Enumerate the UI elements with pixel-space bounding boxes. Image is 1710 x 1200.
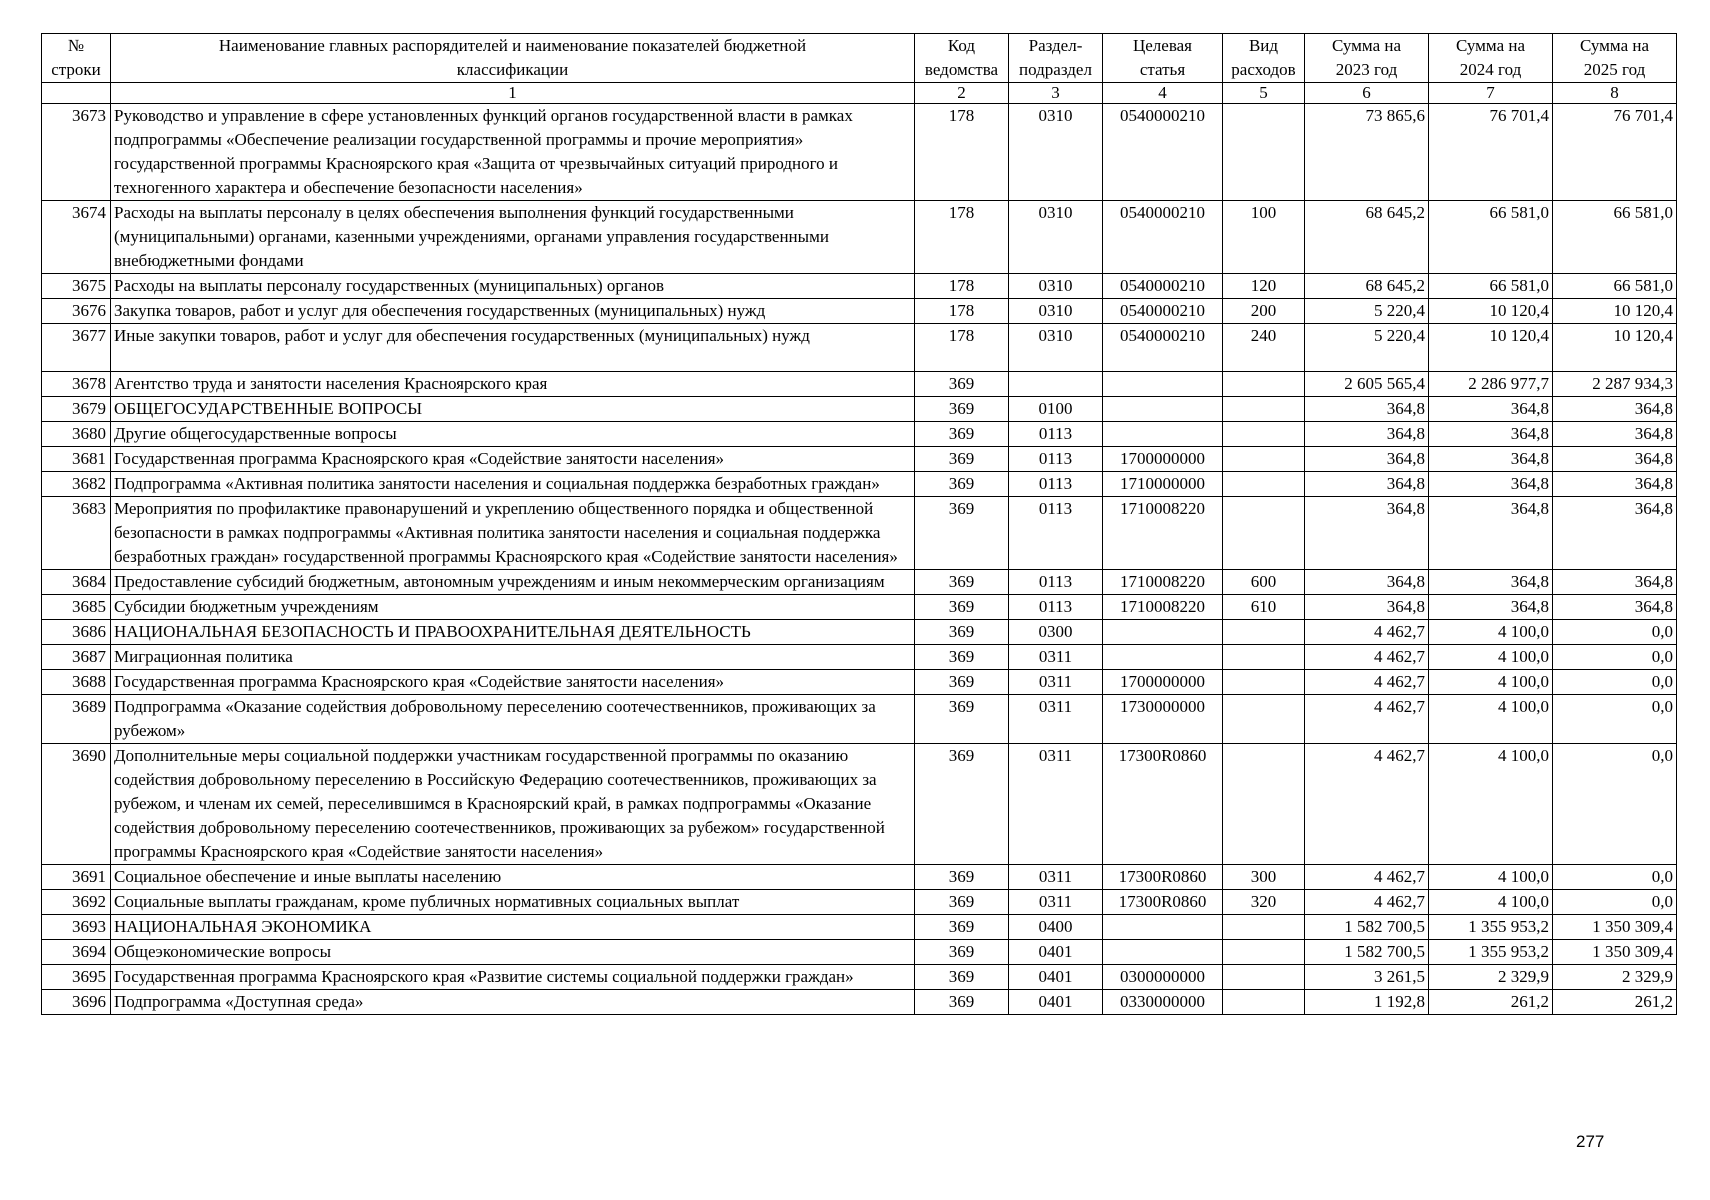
table-row: [42, 472, 1677, 497]
table-row: [42, 965, 1677, 990]
expense-type-cell: 600: [1223, 570, 1305, 595]
column-number: 4: [1103, 83, 1223, 104]
header-target-article: Целевая статья: [1103, 34, 1223, 83]
sum-2025-cell: 10 120,4: [1553, 324, 1677, 372]
razdel-cell: 0311: [1009, 890, 1103, 915]
table-row: [42, 324, 1677, 372]
sum-2025-cell: 0,0: [1553, 645, 1677, 670]
expense-type-cell: [1223, 372, 1305, 397]
row-name-cell: Закупка товаров, работ и услуг для обеспечения государственных (муниципальных) нужд: [111, 299, 915, 324]
table-row: [42, 274, 1677, 299]
target-article-cell: 1710000000: [1103, 472, 1223, 497]
table-header: [42, 34, 1677, 104]
sum-2023-cell: 1 582 700,5: [1305, 940, 1429, 965]
table-row: [42, 744, 1677, 865]
target-article-cell: 17300R0860: [1103, 744, 1223, 865]
header-row-number: № строки: [42, 34, 111, 83]
target-article-cell: 1710008220: [1103, 595, 1223, 620]
ved-code-cell: 369: [915, 397, 1009, 422]
column-number: 3: [1009, 83, 1103, 104]
sum-2024-cell: 10 120,4: [1429, 299, 1553, 324]
target-article-cell: [1103, 422, 1223, 447]
expense-type-cell: [1223, 620, 1305, 645]
table-row: [42, 595, 1677, 620]
sum-2024-cell: 2 329,9: [1429, 965, 1553, 990]
ved-code-cell: 369: [915, 372, 1009, 397]
razdel-cell: 0401: [1009, 965, 1103, 990]
sum-2024-cell: 4 100,0: [1429, 890, 1553, 915]
expense-type-cell: [1223, 472, 1305, 497]
row-name-cell: Государственная программа Красноярского края «Развитие системы социальной поддержки граждан»: [111, 965, 915, 990]
row-number-cell: 3688: [42, 670, 111, 695]
ved-code-cell: 369: [915, 865, 1009, 890]
target-article-cell: 0540000210: [1103, 274, 1223, 299]
table-row: [42, 915, 1677, 940]
table-row: [42, 620, 1677, 645]
header-sum-2023: Сумма на 2023 год: [1305, 34, 1429, 83]
table-body: [42, 104, 1677, 1015]
razdel-cell: [1009, 372, 1103, 397]
sum-2024-cell: 364,8: [1429, 595, 1553, 620]
sum-2025-cell: 2 329,9: [1553, 965, 1677, 990]
razdel-cell: 0300: [1009, 620, 1103, 645]
row-number-cell: 3692: [42, 890, 111, 915]
sum-2023-cell: 364,8: [1305, 570, 1429, 595]
expense-type-cell: 610: [1223, 595, 1305, 620]
razdel-cell: 0100: [1009, 397, 1103, 422]
sum-2023-cell: 364,8: [1305, 447, 1429, 472]
row-name-cell: Дополнительные меры социальной поддержки участникам государственной программы по оказанию содействия добровольному переселению в Российскую Федерацию соотечественников, проживающих за рубежом, и членам их семей, переселившимся в Красноярский край, в рамках подпрограммы «Оказание содействия добровольному переселению соотечественников, проживающих за рубежом» государственной программы Красноярского края «Содействие занятости населения»: [111, 744, 915, 865]
sum-2023-cell: 73 865,6: [1305, 104, 1429, 201]
header-name: Наименование главных распорядителей и наименование показателей бюджетной классификации: [111, 34, 915, 83]
table-row: [42, 397, 1677, 422]
ved-code-cell: 178: [915, 274, 1009, 299]
ved-code-cell: 369: [915, 472, 1009, 497]
row-number-cell: 3680: [42, 422, 111, 447]
row-name-cell: Руководство и управление в сфере установленных функций органов государственной власти в рамках подпрограммы «Обеспечение реализации государственной программы и прочие мероприятия» государственной программы Красноярского края «Защита от чрезвычайных ситуаций природного и техногенного характера и обеспечение безопасности населения»: [111, 104, 915, 201]
row-number-cell: 3691: [42, 865, 111, 890]
row-number-cell: 3686: [42, 620, 111, 645]
sum-2023-cell: 364,8: [1305, 397, 1429, 422]
ved-code-cell: 369: [915, 570, 1009, 595]
sum-2025-cell: 0,0: [1553, 890, 1677, 915]
sum-2023-cell: 4 462,7: [1305, 620, 1429, 645]
sum-2025-cell: 76 701,4: [1553, 104, 1677, 201]
target-article-cell: 1730000000: [1103, 695, 1223, 744]
sum-2023-cell: 5 220,4: [1305, 324, 1429, 372]
row-number-cell: 3690: [42, 744, 111, 865]
razdel-cell: 0310: [1009, 201, 1103, 274]
row-number-cell: 3681: [42, 447, 111, 472]
sum-2024-cell: 66 581,0: [1429, 201, 1553, 274]
ved-code-cell: 369: [915, 744, 1009, 865]
row-number-cell: 3675: [42, 274, 111, 299]
expense-type-cell: 100: [1223, 201, 1305, 274]
razdel-cell: 0401: [1009, 940, 1103, 965]
table-row: [42, 695, 1677, 744]
target-article-cell: 0540000210: [1103, 299, 1223, 324]
sum-2024-cell: 364,8: [1429, 497, 1553, 570]
table-row: [42, 865, 1677, 890]
ved-code-cell: 369: [915, 915, 1009, 940]
header-row: [42, 34, 1677, 83]
ved-code-cell: 178: [915, 299, 1009, 324]
target-article-cell: [1103, 620, 1223, 645]
expense-type-cell: [1223, 645, 1305, 670]
column-number: 7: [1429, 83, 1553, 104]
table-row: [42, 201, 1677, 274]
target-article-cell: [1103, 940, 1223, 965]
row-number-cell: 3685: [42, 595, 111, 620]
sum-2024-cell: 1 355 953,2: [1429, 915, 1553, 940]
budget-table-sheet: [41, 33, 1677, 1015]
target-article-cell: 1710008220: [1103, 570, 1223, 595]
razdel-cell: 0311: [1009, 670, 1103, 695]
sum-2024-cell: 4 100,0: [1429, 645, 1553, 670]
sum-2023-cell: 4 462,7: [1305, 744, 1429, 865]
sum-2024-cell: 261,2: [1429, 990, 1553, 1015]
sum-2024-cell: 1 355 953,2: [1429, 940, 1553, 965]
header-razdel: Раздел- подраздел: [1009, 34, 1103, 83]
ved-code-cell: 178: [915, 324, 1009, 372]
sum-2025-cell: 364,8: [1553, 497, 1677, 570]
table-row: [42, 372, 1677, 397]
sum-2023-cell: 5 220,4: [1305, 299, 1429, 324]
sum-2023-cell: 4 462,7: [1305, 865, 1429, 890]
target-article-cell: 0300000000: [1103, 965, 1223, 990]
expense-type-cell: [1223, 915, 1305, 940]
sum-2024-cell: 66 581,0: [1429, 274, 1553, 299]
header-sum-2024: Сумма на 2024 год: [1429, 34, 1553, 83]
sum-2023-cell: 4 462,7: [1305, 890, 1429, 915]
target-article-cell: 1710008220: [1103, 497, 1223, 570]
row-number-cell: 3693: [42, 915, 111, 940]
row-number-cell: 3682: [42, 472, 111, 497]
row-name-cell: Другие общегосударственные вопросы: [111, 422, 915, 447]
sum-2025-cell: 10 120,4: [1553, 299, 1677, 324]
row-name-cell: Подпрограмма «Активная политика занятости населения и социальная поддержка безработных граждан»: [111, 472, 915, 497]
sum-2025-cell: 0,0: [1553, 865, 1677, 890]
sum-2024-cell: 2 286 977,7: [1429, 372, 1553, 397]
target-article-cell: 1700000000: [1103, 447, 1223, 472]
ved-code-cell: 369: [915, 695, 1009, 744]
ved-code-cell: 369: [915, 497, 1009, 570]
ved-code-cell: 178: [915, 201, 1009, 274]
razdel-cell: 0113: [1009, 595, 1103, 620]
ved-code-cell: 369: [915, 990, 1009, 1015]
column-number: 5: [1223, 83, 1305, 104]
ved-code-cell: 369: [915, 595, 1009, 620]
razdel-cell: 0310: [1009, 299, 1103, 324]
row-name-cell: Агентство труда и занятости населения Красноярского края: [111, 372, 915, 397]
expense-type-cell: [1223, 422, 1305, 447]
razdel-cell: 0113: [1009, 472, 1103, 497]
expense-type-cell: [1223, 744, 1305, 865]
page-number: 277: [1576, 1132, 1605, 1151]
sum-2025-cell: 1 350 309,4: [1553, 940, 1677, 965]
target-article-cell: 0540000210: [1103, 104, 1223, 201]
sum-2024-cell: 4 100,0: [1429, 620, 1553, 645]
ved-code-cell: 369: [915, 890, 1009, 915]
row-name-cell: Государственная программа Красноярского края «Содействие занятости населения»: [111, 670, 915, 695]
expense-type-cell: [1223, 447, 1305, 472]
expense-type-cell: [1223, 965, 1305, 990]
row-number-cell: 3679: [42, 397, 111, 422]
row-name-cell: Миграционная политика: [111, 645, 915, 670]
target-article-cell: 17300R0860: [1103, 890, 1223, 915]
sum-2025-cell: 0,0: [1553, 744, 1677, 865]
razdel-cell: 0400: [1009, 915, 1103, 940]
ved-code-cell: 369: [915, 670, 1009, 695]
row-number-cell: 3678: [42, 372, 111, 397]
sum-2023-cell: 1 582 700,5: [1305, 915, 1429, 940]
razdel-cell: 0113: [1009, 570, 1103, 595]
table-row: [42, 422, 1677, 447]
razdel-cell: 0113: [1009, 447, 1103, 472]
row-name-cell: Мероприятия по профилактике правонарушений и укреплению общественного порядка и общественной безопасности в рамках подпрограммы «Активная политика занятости населения и социальная поддержка безработных граждан» государственной программы Красноярского края «Содействие занятости населения»: [111, 497, 915, 570]
row-number-cell: 3684: [42, 570, 111, 595]
target-article-cell: 17300R0860: [1103, 865, 1223, 890]
target-article-cell: 0540000210: [1103, 201, 1223, 274]
sum-2025-cell: 261,2: [1553, 990, 1677, 1015]
sum-2024-cell: 364,8: [1429, 422, 1553, 447]
expense-type-cell: 320: [1223, 890, 1305, 915]
table-row: [42, 890, 1677, 915]
sum-2025-cell: 66 581,0: [1553, 201, 1677, 274]
sum-2024-cell: 4 100,0: [1429, 670, 1553, 695]
sum-2025-cell: 1 350 309,4: [1553, 915, 1677, 940]
sum-2024-cell: 364,8: [1429, 397, 1553, 422]
sum-2025-cell: 0,0: [1553, 620, 1677, 645]
expense-type-cell: 240: [1223, 324, 1305, 372]
sum-2023-cell: 68 645,2: [1305, 201, 1429, 274]
razdel-cell: 0310: [1009, 104, 1103, 201]
sum-2024-cell: 4 100,0: [1429, 695, 1553, 744]
target-article-cell: [1103, 397, 1223, 422]
ved-code-cell: 369: [915, 940, 1009, 965]
sum-2023-cell: 364,8: [1305, 497, 1429, 570]
razdel-cell: 0311: [1009, 695, 1103, 744]
sum-2025-cell: 0,0: [1553, 695, 1677, 744]
sum-2024-cell: 4 100,0: [1429, 744, 1553, 865]
header-ved-code: Код ведомства: [915, 34, 1009, 83]
row-number-cell: 3689: [42, 695, 111, 744]
row-name-cell: НАЦИОНАЛЬНАЯ БЕЗОПАСНОСТЬ И ПРАВООХРАНИТЕЛЬНАЯ ДЕЯТЕЛЬНОСТЬ: [111, 620, 915, 645]
sum-2025-cell: 0,0: [1553, 670, 1677, 695]
row-name-cell: Социальные выплаты гражданам, кроме публичных нормативных социальных выплат: [111, 890, 915, 915]
sum-2024-cell: 10 120,4: [1429, 324, 1553, 372]
sum-2024-cell: 364,8: [1429, 472, 1553, 497]
ved-code-cell: 369: [915, 965, 1009, 990]
expense-type-cell: [1223, 397, 1305, 422]
row-name-cell: НАЦИОНАЛЬНАЯ ЭКОНОМИКА: [111, 915, 915, 940]
row-name-cell: Социальное обеспечение и иные выплаты населению: [111, 865, 915, 890]
row-number-cell: 3696: [42, 990, 111, 1015]
target-article-cell: [1103, 372, 1223, 397]
razdel-cell: 0113: [1009, 422, 1103, 447]
ved-code-cell: 178: [915, 104, 1009, 201]
header-expense-type: Вид расходов: [1223, 34, 1305, 83]
row-number-cell: 3695: [42, 965, 111, 990]
table-row: [42, 670, 1677, 695]
sum-2024-cell: 364,8: [1429, 570, 1553, 595]
row-number-cell: 3673: [42, 104, 111, 201]
column-number: [42, 83, 111, 104]
sum-2025-cell: 364,8: [1553, 570, 1677, 595]
sum-2025-cell: 2 287 934,3: [1553, 372, 1677, 397]
razdel-cell: 0401: [1009, 990, 1103, 1015]
expense-type-cell: 300: [1223, 865, 1305, 890]
row-name-cell: Субсидии бюджетным учреждениям: [111, 595, 915, 620]
column-number: 6: [1305, 83, 1429, 104]
column-number: 1: [111, 83, 915, 104]
table-row: [42, 940, 1677, 965]
razdel-cell: 0311: [1009, 645, 1103, 670]
expense-type-cell: [1223, 940, 1305, 965]
ved-code-cell: 369: [915, 620, 1009, 645]
sum-2025-cell: 364,8: [1553, 472, 1677, 497]
budget-table: [41, 33, 1677, 1015]
header-sum-2025: Сумма на 2025 год: [1553, 34, 1677, 83]
sum-2025-cell: 364,8: [1553, 397, 1677, 422]
table-row: [42, 497, 1677, 570]
table-row: [42, 299, 1677, 324]
row-number-cell: 3674: [42, 201, 111, 274]
expense-type-cell: 200: [1223, 299, 1305, 324]
sum-2024-cell: 364,8: [1429, 447, 1553, 472]
row-number-cell: 3677: [42, 324, 111, 372]
row-number-cell: 3683: [42, 497, 111, 570]
sum-2024-cell: 76 701,4: [1429, 104, 1553, 201]
sum-2025-cell: 364,8: [1553, 422, 1677, 447]
sum-2023-cell: 4 462,7: [1305, 645, 1429, 670]
target-article-cell: 1700000000: [1103, 670, 1223, 695]
sum-2023-cell: 4 462,7: [1305, 695, 1429, 744]
row-name-cell: Государственная программа Красноярского края «Содействие занятости населения»: [111, 447, 915, 472]
column-number: 2: [915, 83, 1009, 104]
row-name-cell: Иные закупки товаров, работ и услуг для обеспечения государственных (муниципальных) нужд: [111, 324, 915, 372]
razdel-cell: 0310: [1009, 274, 1103, 299]
target-article-cell: [1103, 915, 1223, 940]
target-article-cell: 0540000210: [1103, 324, 1223, 372]
row-name-cell: Расходы на выплаты персоналу государственных (муниципальных) органов: [111, 274, 915, 299]
column-number: 8: [1553, 83, 1677, 104]
row-name-cell: Расходы на выплаты персоналу в целях обеспечения выполнения функций государственными (муниципальными) органами, казенными учреждениями, органами управления государственными внебюджетными фондами: [111, 201, 915, 274]
sum-2025-cell: 364,8: [1553, 595, 1677, 620]
sum-2023-cell: 1 192,8: [1305, 990, 1429, 1015]
table-row: [42, 570, 1677, 595]
ved-code-cell: 369: [915, 447, 1009, 472]
row-number-cell: 3694: [42, 940, 111, 965]
table-row: [42, 645, 1677, 670]
razdel-cell: 0113: [1009, 497, 1103, 570]
expense-type-cell: [1223, 990, 1305, 1015]
target-article-cell: 0330000000: [1103, 990, 1223, 1015]
row-number-cell: 3687: [42, 645, 111, 670]
column-numbers-row: [42, 83, 1677, 104]
sum-2024-cell: 4 100,0: [1429, 865, 1553, 890]
row-name-cell: Предоставление субсидий бюджетным, автономным учреждениям и иным некоммерческим организациям: [111, 570, 915, 595]
sum-2023-cell: 3 261,5: [1305, 965, 1429, 990]
razdel-cell: 0310: [1009, 324, 1103, 372]
sum-2023-cell: 364,8: [1305, 472, 1429, 497]
table-row: [42, 990, 1677, 1015]
sum-2023-cell: 364,8: [1305, 595, 1429, 620]
sum-2025-cell: 66 581,0: [1553, 274, 1677, 299]
row-name-cell: Подпрограмма «Доступная среда»: [111, 990, 915, 1015]
expense-type-cell: [1223, 670, 1305, 695]
sum-2023-cell: 68 645,2: [1305, 274, 1429, 299]
expense-type-cell: [1223, 695, 1305, 744]
razdel-cell: 0311: [1009, 865, 1103, 890]
sum-2023-cell: 2 605 565,4: [1305, 372, 1429, 397]
ved-code-cell: 369: [915, 645, 1009, 670]
expense-type-cell: [1223, 497, 1305, 570]
expense-type-cell: 120: [1223, 274, 1305, 299]
row-number-cell: 3676: [42, 299, 111, 324]
row-name-cell: ОБЩЕГОСУДАРСТВЕННЫЕ ВОПРОСЫ: [111, 397, 915, 422]
row-name-cell: Общеэкономические вопросы: [111, 940, 915, 965]
ved-code-cell: 369: [915, 422, 1009, 447]
table-row: [42, 104, 1677, 201]
sum-2023-cell: 364,8: [1305, 422, 1429, 447]
sum-2025-cell: 364,8: [1553, 447, 1677, 472]
table-row: [42, 447, 1677, 472]
row-name-cell: Подпрограмма «Оказание содействия добровольному переселению соотечественников, проживающих за рубежом»: [111, 695, 915, 744]
razdel-cell: 0311: [1009, 744, 1103, 865]
target-article-cell: [1103, 645, 1223, 670]
expense-type-cell: [1223, 104, 1305, 201]
sum-2023-cell: 4 462,7: [1305, 670, 1429, 695]
